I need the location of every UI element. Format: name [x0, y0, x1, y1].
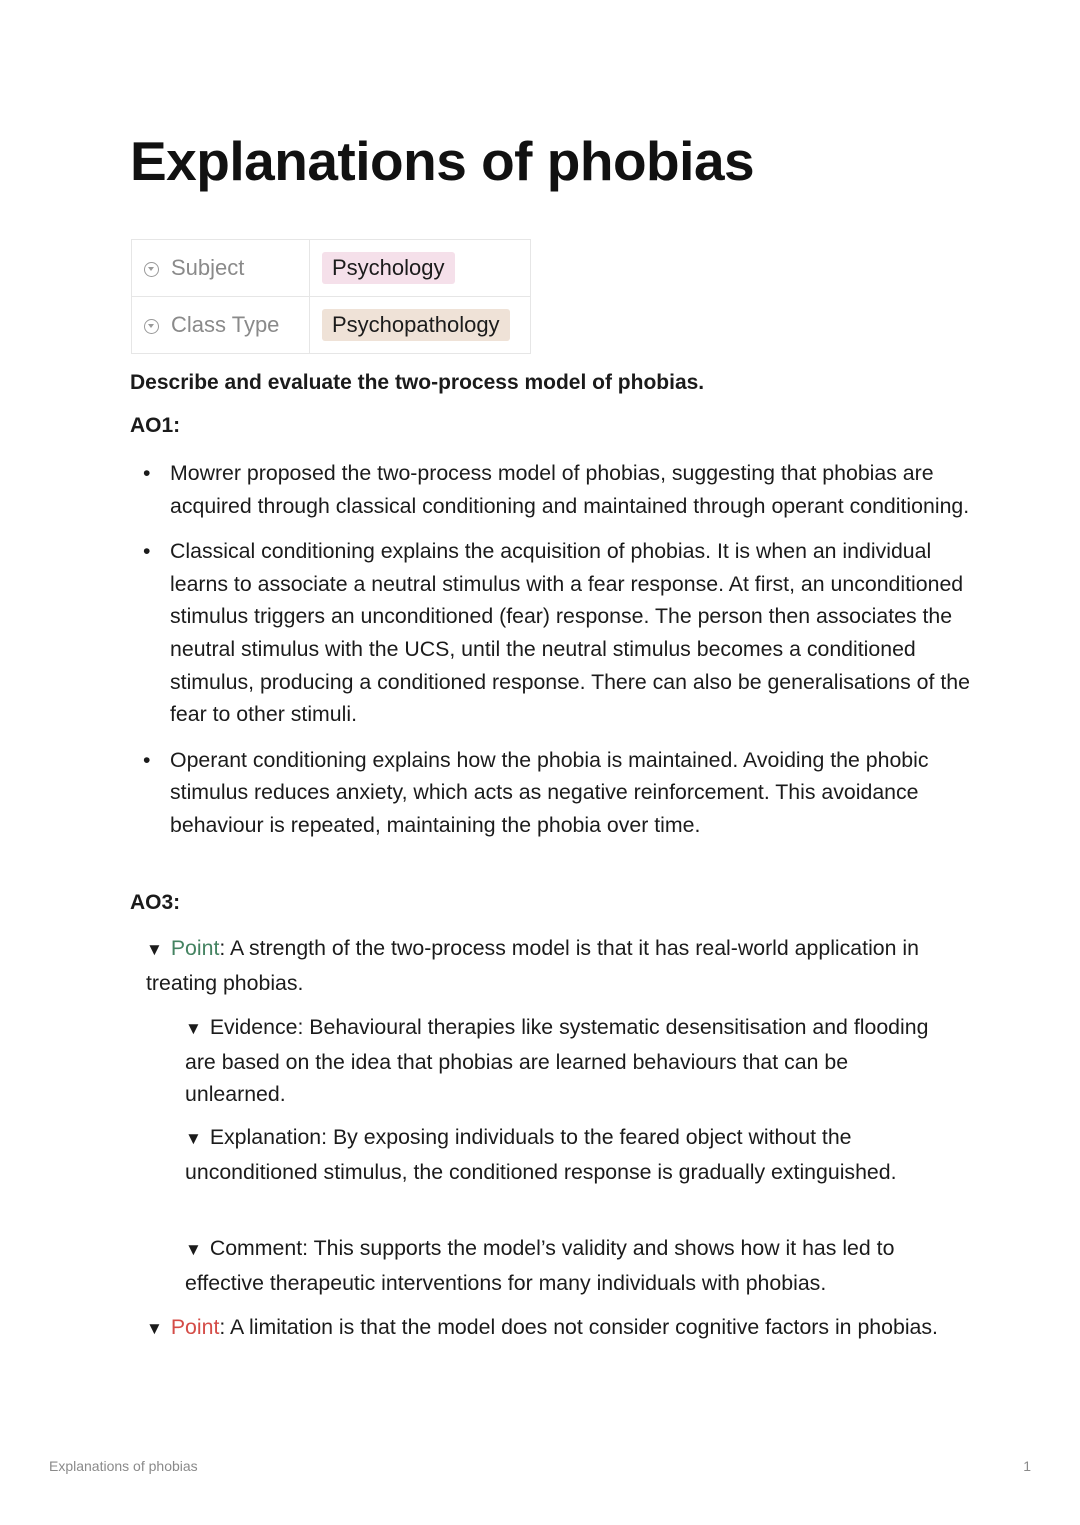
toggle-arrow-icon[interactable]: ▼	[146, 940, 163, 959]
properties-table	[131, 239, 531, 354]
class-type-tag[interactable]: Psychopathology	[322, 309, 510, 341]
toggle-arrow-icon[interactable]: ▼	[185, 1240, 202, 1259]
list-item	[130, 744, 970, 842]
toggle-evidence[interactable]	[185, 1011, 945, 1111]
property-row-class-type	[132, 297, 531, 354]
point-separator: :	[219, 936, 226, 960]
list-item-text: Operant conditioning explains how the phobia is maintained. Avoiding the phobic stimulus reduces anxiety, which acts as negative reinforcement. This avoidance behaviour is repeated, maintaining the phobia over time.	[170, 747, 929, 837]
point-text: A limitation is that the model does not consider cognitive factors in phobias.	[225, 1315, 938, 1339]
bullet-icon: •	[143, 747, 151, 772]
select-property-icon	[144, 262, 159, 277]
property-key	[132, 240, 310, 297]
toggle-point-strength[interactable]	[146, 932, 946, 999]
list-item-text: Classical conditioning explains the acquisition of phobias. It is when an individual learns to associate a neutral stimulus with a fear response. At first, an unconditioned stimulus triggers an unconditioned (fear) response. The person then associates the neutral stimulus with the UCS, until the neutral stimulus becomes a conditioned stimulus, producing a conditioned response. There can also be generalisations of the fear to other stimuli.	[170, 539, 970, 727]
list-item	[130, 535, 970, 731]
ao1-bullet-list	[130, 457, 970, 855]
property-row-subject	[132, 240, 531, 297]
subject-tag[interactable]: Psychology	[322, 252, 455, 284]
point-text: A strength of the two-process model is that it has real-world application in treating phobias.	[146, 936, 919, 995]
page-title: Explanations of phobias	[130, 130, 755, 192]
list-item-text: Mowrer proposed the two-process model of phobias, suggesting that phobias are acquired through classical conditioning and maintained through operant conditioning.	[170, 461, 970, 518]
property-value[interactable]	[310, 240, 531, 297]
toggle-arrow-icon[interactable]: ▼	[185, 1129, 202, 1148]
bullet-icon: •	[143, 539, 151, 564]
property-key	[132, 297, 310, 354]
property-key-label: Class Type	[171, 312, 280, 337]
toggle-point-limitation[interactable]	[146, 1311, 946, 1346]
evidence-text: Evidence: Behavioural therapies like systematic desensitisation and flooding are based on the idea that phobias are learned behaviours that can be unlearned.	[185, 1015, 929, 1107]
ao1-heading: AO1:	[130, 414, 181, 437]
comment-text: Comment: This supports the model’s validity and shows how it has led to effective therapeutic interventions for many individuals with phobias.	[185, 1236, 895, 1295]
toggle-explanation[interactable]	[185, 1121, 945, 1188]
ao3-heading: AO3:	[130, 891, 181, 914]
question-heading: Describe and evaluate the two-process model of phobias.	[130, 371, 705, 394]
property-key-label: Subject	[171, 255, 245, 280]
explanation-text: Explanation: By exposing individuals to the feared object without the unconditioned stimulus, the conditioned response is gradually extinguished.	[185, 1125, 897, 1184]
footer-page-number: 1	[1023, 1458, 1031, 1474]
toggle-comment[interactable]	[185, 1232, 945, 1299]
point-label: Point	[170, 936, 220, 960]
point-label: Point	[170, 1315, 220, 1339]
select-property-icon	[144, 319, 159, 334]
property-value[interactable]	[310, 297, 531, 354]
toggle-arrow-icon[interactable]: ▼	[146, 1319, 163, 1338]
footer-title: Explanations of phobias	[49, 1458, 198, 1474]
toggle-arrow-icon[interactable]: ▼	[185, 1019, 202, 1038]
point-separator: :	[219, 1315, 226, 1339]
list-item	[130, 457, 970, 522]
bullet-icon: •	[143, 461, 151, 485]
